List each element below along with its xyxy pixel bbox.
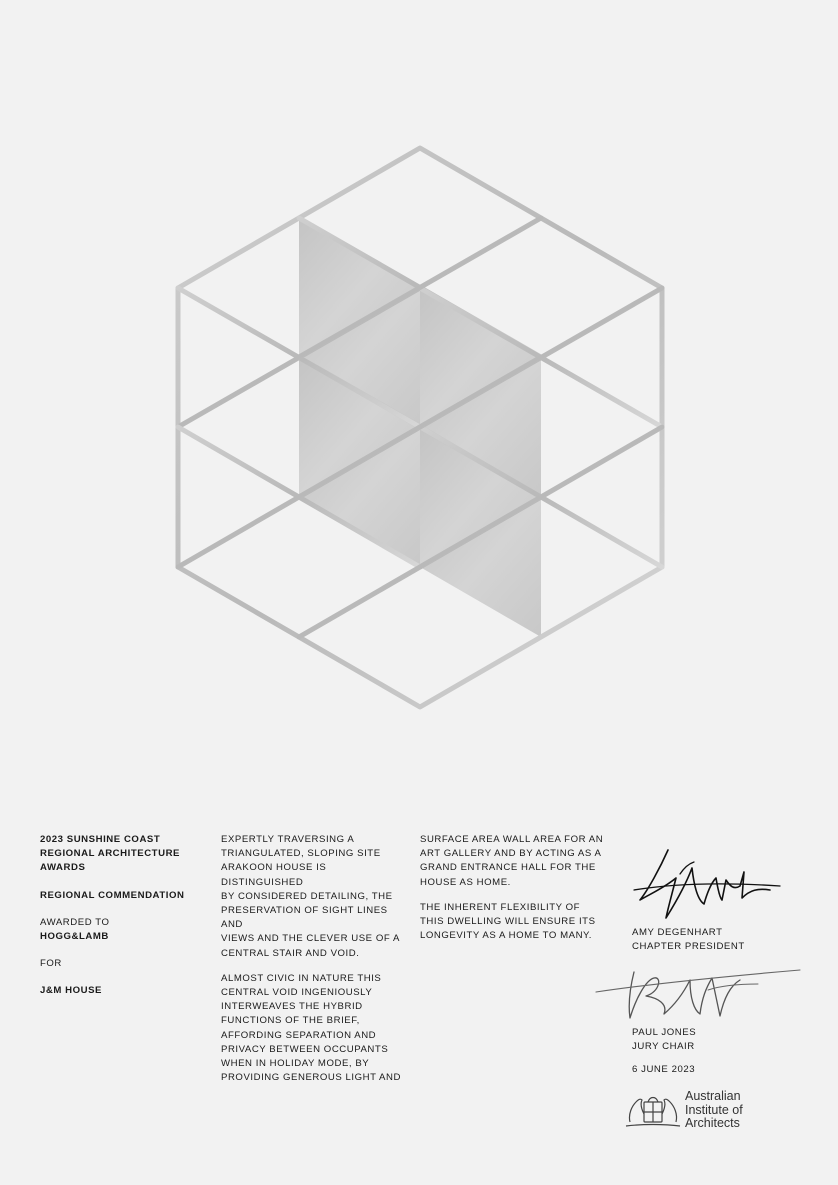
institute-name bbox=[685, 1090, 743, 1131]
coat-of-arms-icon bbox=[622, 1092, 684, 1132]
signature-amy-degenhart-icon bbox=[620, 838, 790, 928]
signatory-name: PAUL JONES bbox=[632, 1027, 697, 1038]
commendation: REGIONAL COMMENDATION bbox=[40, 889, 185, 901]
award-info bbox=[40, 833, 200, 1012]
signatory-1 bbox=[632, 926, 745, 954]
awarded-to-label: AWARDED TO bbox=[40, 916, 110, 928]
award-title-line: REGIONAL ARCHITECTURE bbox=[40, 848, 181, 860]
signatory-role: JURY CHAIR bbox=[632, 1041, 695, 1053]
award-title-line: 2023 SUNSHINE COAST bbox=[40, 834, 161, 845]
awardee-name: HOGG&LAMB bbox=[40, 931, 109, 943]
citation-paragraph: THE INHERENT FLEXIBILITY OF THIS DWELLING WILL ENSURE ITS LONGEVITY AS A HOME TO MANY. bbox=[420, 901, 596, 942]
citation-paragraph: ALMOST CIVIC IN NATURE THIS CENTRAL VOID INGENIOUSLY INTERWEAVES THE HYBRID FUNCTIONS OF THE BRIEF, AFFORDING SEPARATION AND PRIVACY BETWEEN OCCUPANTS WHEN IN HOLIDAY MODE, BY PROVIDING GENEROUS LIGHT AND bbox=[221, 972, 401, 1084]
project-name: J&M HOUSE bbox=[40, 985, 102, 997]
hexagon-logo bbox=[160, 130, 680, 720]
institute-name-line: Institute of bbox=[685, 1102, 743, 1117]
award-date: 6 JUNE 2023 bbox=[632, 1064, 696, 1075]
signatory-name: AMY DEGENHART bbox=[632, 927, 723, 938]
institute-name-line: Australian bbox=[685, 1089, 741, 1103]
for-label: FOR bbox=[40, 958, 62, 970]
award-title bbox=[40, 833, 200, 876]
institute-name-line: Architects bbox=[685, 1116, 740, 1130]
citation-paragraph: EXPERTLY TRAVERSING A TRIANGULATED, SLOPING SITE ARAKOON HOUSE IS DISTINGUISHED BY CONSIDERED DETAILING, THE PRESERVATION OF SIGHT LINES AND VIEWS AND THE CLEVER USE OF A CENTRAL STAIR AND VOID. bbox=[221, 834, 400, 959]
citation-paragraph: SURFACE AREA WALL AREA FOR AN ART GALLERY AND BY ACTING AS A GRAND ENTRANCE HALL FOR THE HOUSE AS HOME. bbox=[420, 834, 604, 888]
signature-paul-jones-icon bbox=[590, 958, 805, 1038]
hexagon-logo-icon bbox=[160, 130, 680, 720]
signatory-role: CHAPTER PRESIDENT bbox=[632, 941, 745, 953]
signatory-2 bbox=[632, 1026, 696, 1054]
citation-column-2 bbox=[420, 833, 610, 954]
citation-column-1 bbox=[221, 833, 406, 1096]
award-title-line: AWARDS bbox=[40, 862, 86, 874]
